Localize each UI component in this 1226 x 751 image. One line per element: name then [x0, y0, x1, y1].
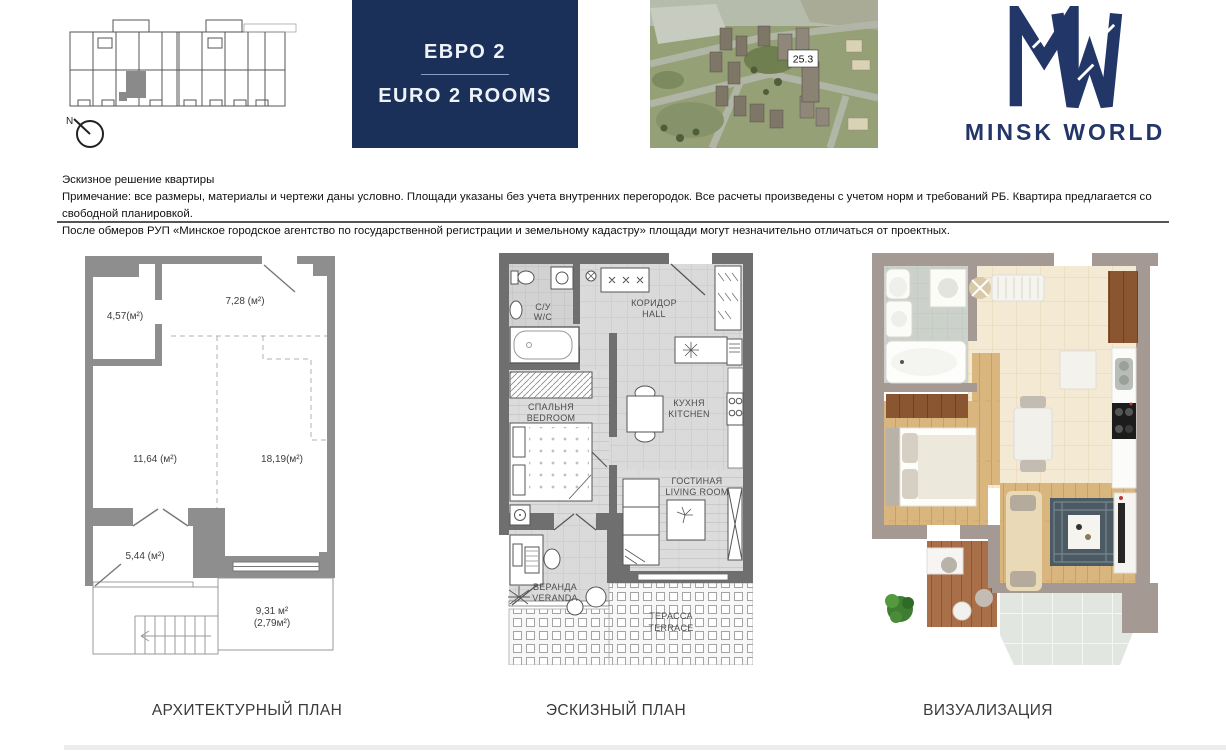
caption-architectural-plan: АРХИТЕКТУРНЫЙ ПЛАН — [151, 702, 343, 719]
building-number: 25.3 — [792, 53, 814, 66]
aerial-photo — [650, 0, 878, 148]
arch-terrace-stairs-outline — [93, 578, 333, 654]
disclaimer-line-2: Примечание: все размеры, материалы и чертежи даны условно. Площади указаны без учета внутренних перегородок. Все расчеты произведены с учетом норм и требований РБ. Квартира предлагается со свободной планировкой. — [62, 190, 1152, 220]
footer-rule — [64, 745, 1226, 750]
arch-area-terrace-reduced: (2,79м²) — [253, 618, 291, 629]
caption-sketch-plan: ЭСКИЗНЫЙ ПЛАН — [545, 702, 687, 719]
arch-area-living: 18,19(м²) — [261, 454, 303, 465]
sketch-label-living-en: LIVING ROOM — [665, 487, 729, 497]
building-number-badge — [788, 50, 818, 67]
sketch-label-wc-ru: С/У — [535, 302, 551, 312]
sketch-window-living — [638, 574, 728, 580]
sketch-label-veranda-ru: ВЕРАНДА — [532, 582, 578, 592]
disclaimer-text — [62, 172, 1172, 240]
banner-divider — [421, 74, 509, 75]
arch-area-veranda: 5,44 (м²) — [125, 551, 165, 562]
sketch-label-terrace-en: TERRACE — [648, 623, 694, 633]
viz-floor-terrace — [1000, 588, 1136, 665]
north-label: N — [66, 116, 74, 127]
building-floor-plan-thumbnail — [58, 8, 303, 156]
viz-bedroom-furniture — [886, 394, 976, 506]
arch-area-storage: 4,57(м²) — [106, 311, 144, 322]
sketch-label-bedroom-ru: СПАЛЬНЯ — [527, 402, 575, 412]
disclaimer-line-3: После обмеров РУП «Минское городское агентство по государственной регистрации и земельному кадастру» площади могут незначительно отличаться от проектных. — [62, 224, 950, 237]
sketch-label-hall-ru: КОРИДОР — [631, 298, 677, 308]
sketch-label-hall-en: HALL — [642, 309, 666, 319]
viz-wardrobe — [1108, 271, 1138, 343]
mw-monogram-icon — [1003, 6, 1127, 110]
sketch-plan — [499, 253, 753, 665]
arch-window-veranda — [93, 582, 193, 587]
unit-type-banner — [352, 0, 578, 148]
unit-type-en: EURO 2 ROOMS — [378, 84, 552, 107]
sketch-label-kitchen-ru: КУХНЯ — [673, 398, 705, 408]
arch-walls — [85, 256, 335, 586]
architectural-plan — [85, 256, 335, 663]
sketch-label-veranda-en: VERANDA — [532, 593, 578, 603]
disclaimer-line-1: Эскизное решение квартиры — [62, 174, 215, 186]
sketch-label-terrace-ru: ТЕРАССА — [649, 611, 693, 621]
arch-area-hall: 7,28 (м²) — [225, 296, 265, 307]
north-arrow-icon — [66, 116, 103, 147]
arch-zoning-dashed-lines — [171, 336, 327, 508]
highlighted-unit — [126, 71, 146, 98]
sketch-label-wc-en: W/C — [533, 312, 553, 322]
unit-type-ru: ЕВРО 2 — [423, 40, 507, 63]
sketch-label-living-ru: ГОСТИНАЯ — [671, 476, 723, 486]
brand-logo — [950, 6, 1180, 148]
visualization-render — [872, 253, 1158, 665]
sketch-label-kitchen-en: KITCHEN — [668, 409, 710, 419]
header-divider-rule — [57, 221, 1169, 223]
highlighted-tower — [802, 62, 819, 102]
sketch-label-bedroom-en: BEDROOM — [526, 413, 576, 423]
arch-area-bedroom: 11,64 (м²) — [133, 454, 177, 465]
brand-name: MINSK WORLD — [964, 119, 1166, 145]
arch-area-terrace: 9,31 м² — [255, 606, 289, 617]
caption-visualization: ВИЗУАЛИЗАЦИЯ — [923, 702, 1053, 719]
